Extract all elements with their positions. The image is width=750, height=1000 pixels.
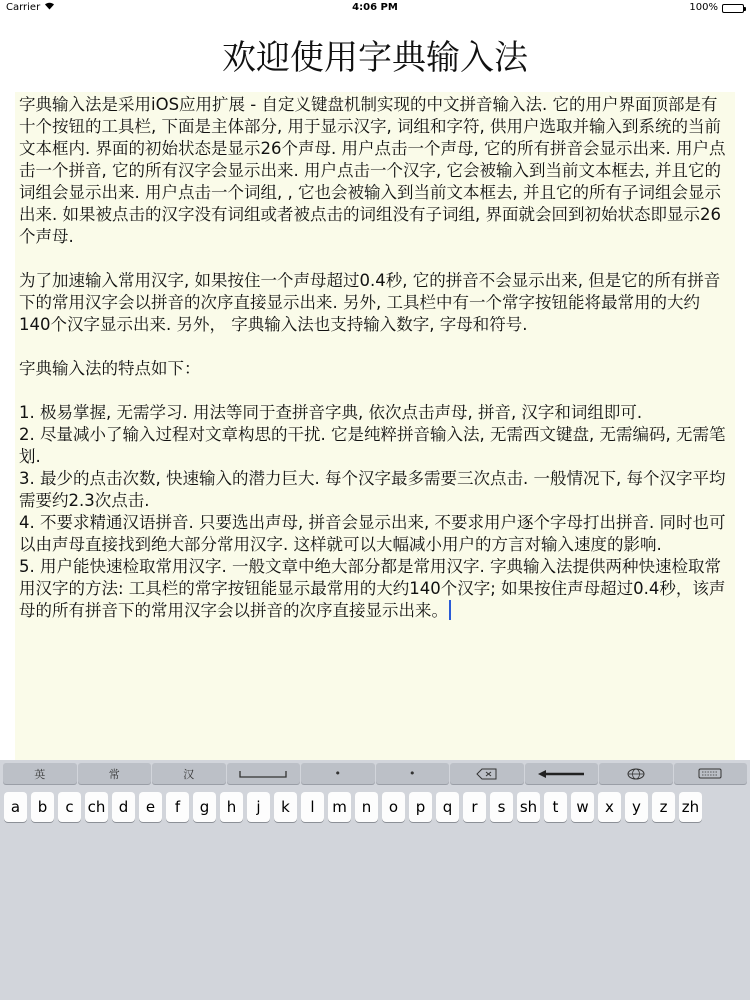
initial-key-k[interactable]: k [274,792,297,822]
initial-key-h[interactable]: h [220,792,243,822]
initial-key-p[interactable]: p [409,792,432,822]
feature-item-2: 2. 尽量减小了输入过程对文章构思的干扰. 它是纯粹拼音输入法, 无需西文键盘, 无需编码, 无需笔划. [19,425,726,466]
initial-key-t[interactable]: t [544,792,567,822]
initial-key-a[interactable]: a [4,792,27,822]
feature-item-3: 3. 最少的点击次数, 快速输入的潜力巨大. 每个汉字最多需要三次点击. 一般情况下, 每个汉字平均需要约2.3次点击. [19,469,726,510]
initial-key-c[interactable]: c [58,792,81,822]
paragraph-gap [19,336,731,358]
initial-key-q[interactable]: q [436,792,459,822]
initial-key-m[interactable]: m [328,792,351,822]
space-icon [238,769,288,779]
keyboard-dismiss-button[interactable] [674,763,748,784]
feature-item-5 [19,556,731,622]
initial-key-z[interactable]: z [652,792,675,822]
initial-key-ch[interactable]: ch [85,792,108,822]
feature-item-1: 1. 极易掌握, 无需学习. 用法等同于查拼音字典, 依次点击声母, 拼音, 汉字和词组即可. [19,403,643,422]
initial-key-x[interactable]: x [598,792,621,822]
keyboard-toolbar [0,760,750,786]
initial-key-j[interactable]: j [247,792,270,822]
initial-key-r[interactable]: r [463,792,486,822]
initial-key-s[interactable]: s [490,792,513,822]
carrier-label: Carrier [6,2,41,13]
status-right [689,0,744,16]
feature-item-5-text: 5. 用户能快速检取常用汉字. 一般文章中绝大部分都是常用汉字. 字典输入法提供两种快速检取常用汉字的方法: 工具栏的常字按钮能显示最常用的大约140个汉字; 如果按住声母超过0.4秒，该声母的所有拼音下的常用汉字会以拼音的次序直接显示出来。 [19,557,726,620]
battery-percent: 100% [689,2,718,13]
initial-key-o[interactable]: o [382,792,405,822]
initial-key-d[interactable]: d [112,792,135,822]
dot-button[interactable]: • [376,763,450,784]
common-characters-button[interactable]: 常 [78,763,152,784]
keyboard-icon [698,768,722,780]
paragraph-gap [19,380,731,402]
initial-key-y[interactable]: y [625,792,648,822]
speedup-paragraph: 为了加速输入常用汉字, 如果按住一个声母超过0.4秒, 它的拼音不会显示出来, 但是它的所有拼音下的常用汉字会以拼音的次序直接显示出来. 另外, 工具栏中有一个常字按钮能将最常用的大约140个汉字显示出来. 另外， 字典输入法也支持输入数字, 字母和符号. [19,271,721,334]
status-bar [0,0,750,16]
feature-item-4: 4. 不要求精通汉语拼音. 只要选出声母, 拼音会显示出来, 不要求用户逐个字母打出拼音. 同时也可以由声母直接找到绝大部分常用汉字. 这样就可以大幅减小用户的方言对输入速度的影响. [19,513,726,554]
chinese-button[interactable]: 汉 [152,763,226,784]
period-button[interactable]: • [301,763,375,784]
initial-key-b[interactable]: b [31,792,54,822]
initial-key-g[interactable]: g [193,792,216,822]
battery-icon [722,4,744,13]
paragraph-gap [19,248,731,270]
features-heading: 字典输入法的特点如下： [19,359,201,378]
english-button[interactable]: 英 [3,763,77,784]
globe-icon [625,768,647,780]
intro-paragraph: 字典输入法是采用iOS应用扩展 - 自定义键盘机制实现的中文拼音输入法. 它的用户界面顶部是有十个按钮的工具栏, 下面是主体部分, 用于显示汉字, 词组和字符, 供用户选取并输入到系统的当前文本框内. 界面的初始状态是显示26个声母. 用户点击一个声母, 它的所有拼音会显示出来. 用户点击一个拼音, 它的所有汉字会显示出来. 用户点击一个汉字, 它会被输入到当前文本框去, 并且它的词组会显示出来. 用户点击一个词组, , 它也会被输入到当前文本框去, 并且它的所有子词组会显示出来. 如果被点击的汉字没有词组或者被点击的词组没有子词组, 界面就会回到初始状态即显示26个声母. [19,95,726,246]
page-title: 欢迎使用字典输入法 [222,38,528,78]
initial-key-zh[interactable]: zh [679,792,702,822]
status-time: 4:06 PM [352,2,398,13]
return-arrow-icon [536,769,586,779]
return-button[interactable] [525,763,599,784]
initial-key-l[interactable]: l [301,792,324,822]
globe-button[interactable] [599,763,673,784]
text-caret [449,600,451,620]
initial-key-w[interactable]: w [571,792,594,822]
initial-key-f[interactable]: f [166,792,189,822]
initial-key-n[interactable]: n [355,792,378,822]
initials-row [4,792,702,822]
initial-key-e[interactable]: e [139,792,162,822]
delete-button[interactable] [450,763,524,784]
text-view[interactable] [15,92,735,760]
delete-icon [476,768,498,780]
space-button[interactable] [227,763,301,784]
initial-key-sh[interactable]: sh [517,792,540,822]
dictionary-keyboard [0,760,750,1000]
